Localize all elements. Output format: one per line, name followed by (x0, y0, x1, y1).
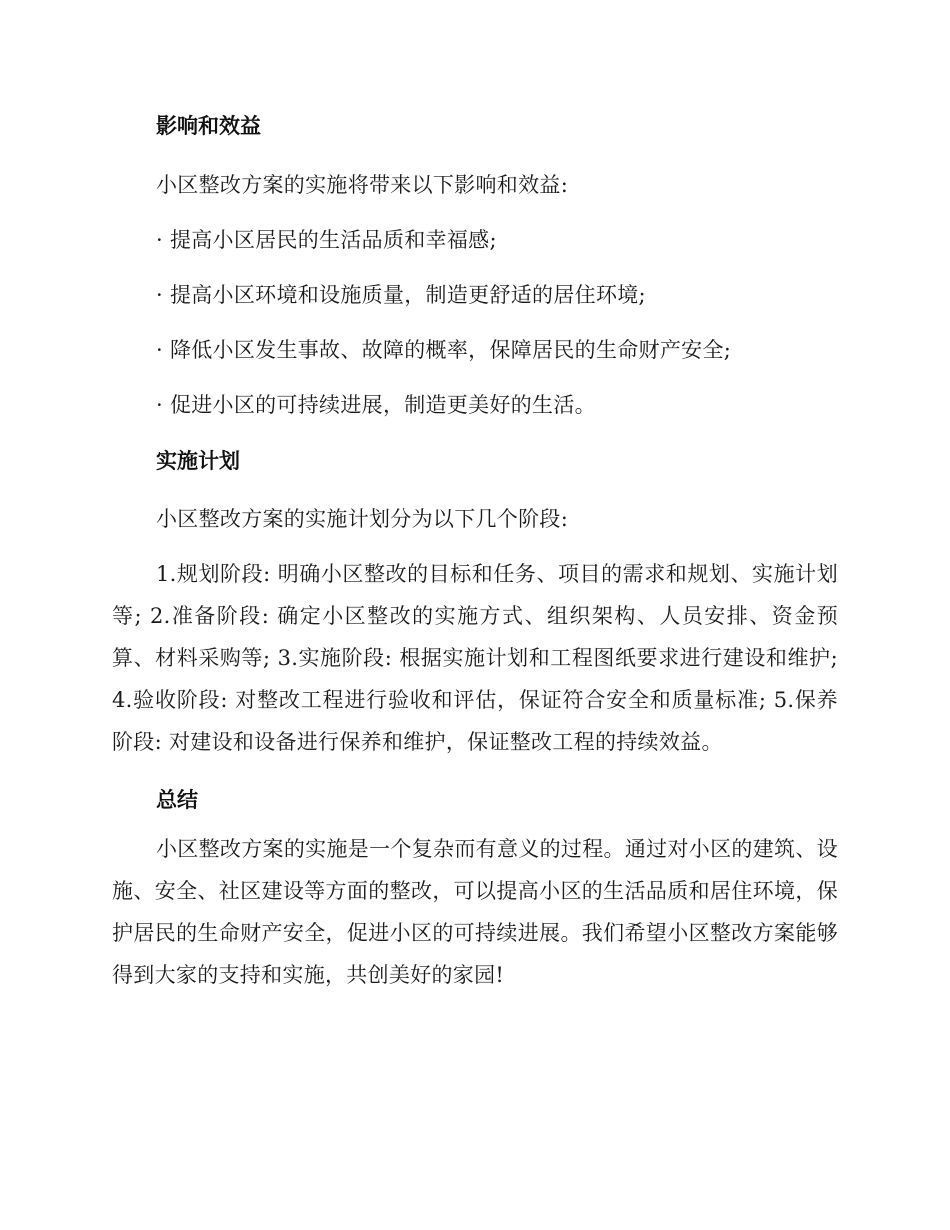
plan-intro: 小区整改方案的实施计划分为以下几个阶段: (156, 507, 569, 531)
summary-body: 小区整改方案的实施是一个复杂而有意义的过程。通过对小区的建筑、设施、安全、社区建设等方面的整改，可以提高小区的生活品质和居住环境，保护居民的生命财产安全，促进小区的可持续进展。我们希望小区整改方案能够得到大家的支持和实施，共创美好的家园! (112, 837, 838, 987)
section-heading-impact: 影响和效益 (156, 114, 261, 138)
section-heading-summary: 总结 (156, 788, 198, 812)
bullet-item: · 降低小区发生事故、故障的概率，保障居民的生命财产安全; (156, 338, 732, 362)
impact-bullet-list (112, 219, 838, 426)
bullet-item: · 提高小区居民的生活品质和幸福感; (156, 228, 497, 252)
bullet-item: · 提高小区环境和设施质量，制造更舒适的居住环境; (156, 283, 646, 307)
section-heading-plan: 实施计划 (156, 449, 240, 473)
impact-intro: 小区整改方案的实施将带来以下影响和效益: (156, 173, 569, 197)
plan-body: 1.规划阶段: 明确小区整改的目标和任务、项目的需求和规划、实施计划等; 2.准备阶段: 确定小区整改的实施方式、组织架构、人员安排、资金预算、材料采购等; 3.实施阶段: 根据实施计划和工程图纸要求进行建设和维护; 4.验收阶段: 对整改工程进行验收和评估，保证符合安全和质量标准; 5.保养阶段: 对建设和设备进行保养和维护，保证整改工程的持续效益。 (112, 562, 838, 754)
bullet-item: · 促进小区的可持续进展，制造更美好的生活。 (156, 393, 596, 417)
